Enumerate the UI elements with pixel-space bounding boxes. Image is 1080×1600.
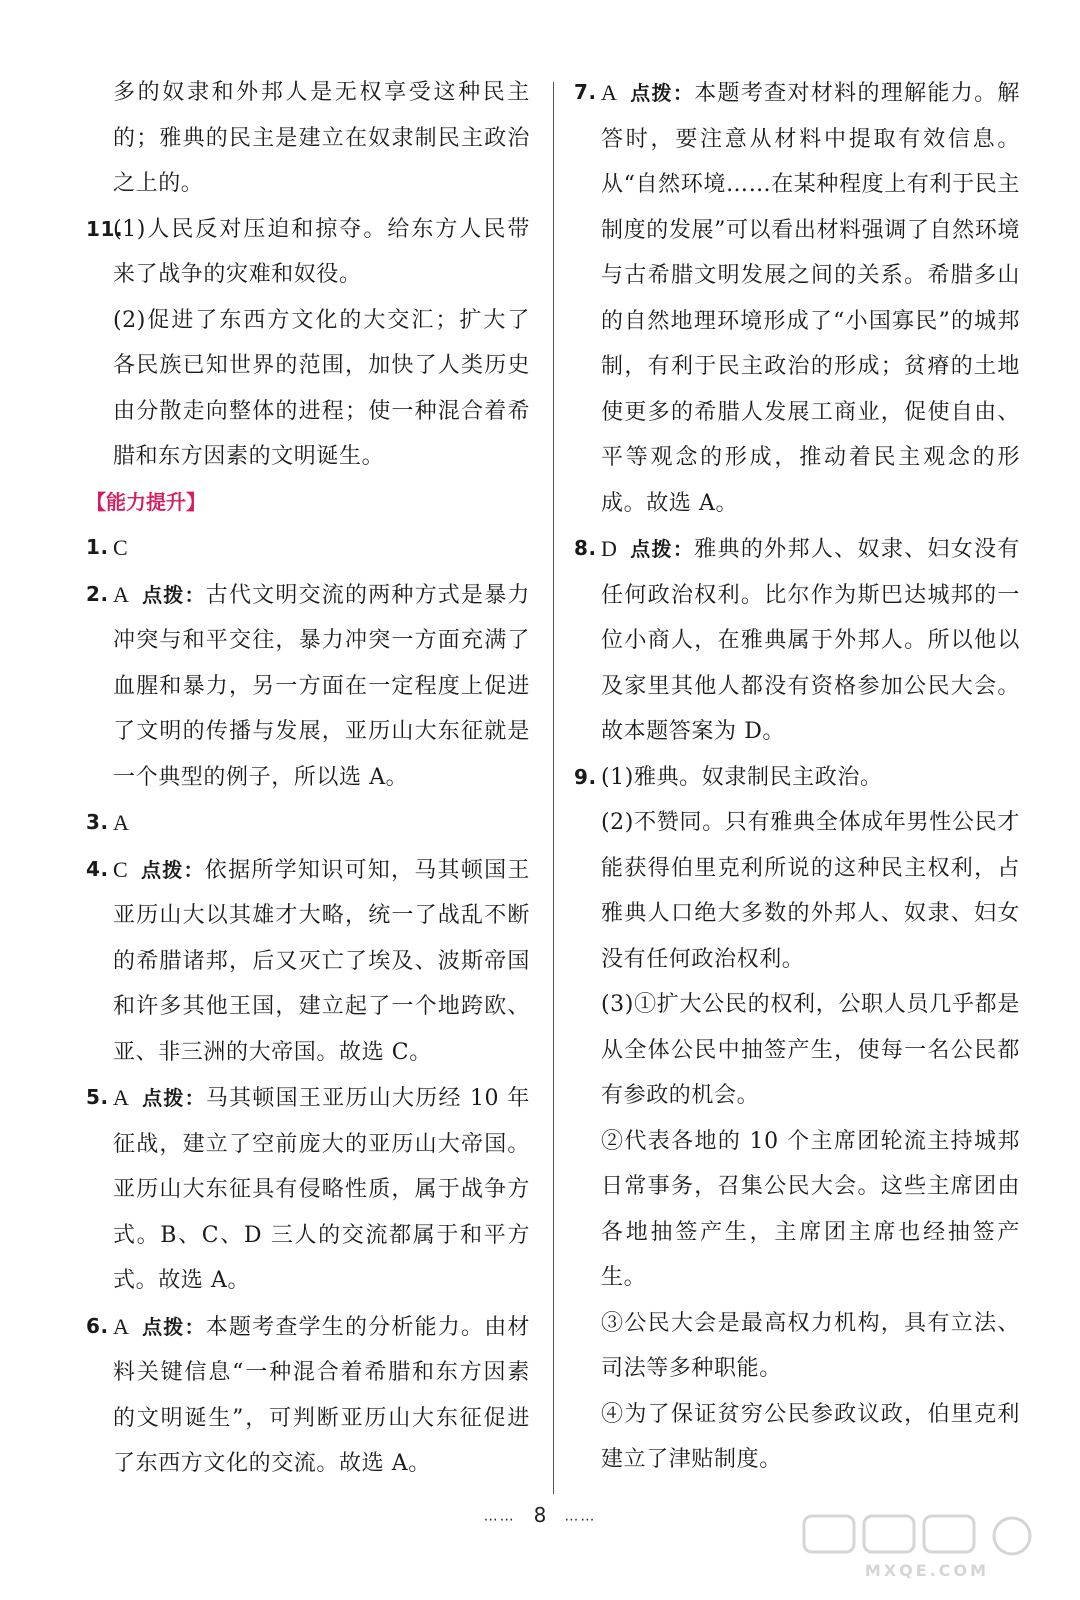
question-7 xyxy=(574,70,1020,526)
question-9 xyxy=(574,755,1020,1483)
right-column xyxy=(574,70,1020,1483)
answer-part-1: (1)雅典。奴隶制民主政治。 xyxy=(601,764,883,790)
answer-letter: A xyxy=(113,1313,130,1339)
answer-part-2: (2)不赞同。只有雅典全体成年男性公民才能获得伯里克利所说的这种民主权利，占雅典人口绝大多数的外邦人、奴隶、妇女没有任何政治权利。 xyxy=(601,810,1020,972)
question-number: 9. xyxy=(574,764,597,789)
hint-label: 点拨： xyxy=(141,1086,206,1110)
answer-part-2: (2)促进了东西方文化的大交汇；扩大了各民族已知世界的范围，加快了人类历史由分散走向整体的进程；使一种混合着希腊和东方因素的文明诞生。 xyxy=(113,307,530,469)
hint-text: 本题考查对材料的理解能力。解答时，要注意从材料中提取有效信息。从“自然环境……在某种程度上有利于民主制度的发展”可以看出材料强调了自然环境与古希腊文明发展之间的关系。希腊多山的自然地理环境形成了“小国寡民”的城邦制，有利于民主政治的形成；贫瘠的土地使更多的希腊人发展工商业，促使自由、平等观念的形成，推动着民主观念的形成。故选 A。 xyxy=(601,81,1020,516)
question-3 xyxy=(86,800,530,847)
hint-label: 点拨： xyxy=(141,1314,206,1339)
answer-part-6: ④为了保证贫穷公民参政议政，伯里克利建立了津贴制度。 xyxy=(601,1401,1020,1472)
question-6 xyxy=(86,1304,530,1487)
question-11 xyxy=(86,207,530,480)
question-number: 5. xyxy=(86,1085,109,1109)
page-number: 8 xyxy=(533,1503,547,1527)
left-column xyxy=(86,70,530,1487)
answer-letter: A xyxy=(601,80,618,105)
column-divider xyxy=(553,82,554,1494)
question-number: 2. xyxy=(86,581,109,606)
text-line: 治之上的。 xyxy=(113,125,530,196)
hint-text: 马其顿国王亚历山大历经 10 年征战，建立了空前庞大的亚历山大帝国。亚历山大东征具有侵略性质，属于战争方式。B、C、D 三人的交流都属于和平方式。故选 A。 xyxy=(113,1086,530,1293)
hint-label: 点拨： xyxy=(140,857,205,882)
text-line: 多的奴隶和外邦人是无权享受这种民主 xyxy=(113,80,530,105)
answer-part-5: ③公民大会是最高权力机构，具有立法、司法等多种职能。 xyxy=(601,1310,1020,1381)
question-number: 6. xyxy=(86,1313,109,1338)
hint-text: 本题考查学生的分析能力。由材料关键信息“一种混合着希腊和东方因素的文明诞生”，可判断亚历山大东征促进了东西方文化的交流。故选 A。 xyxy=(113,1314,530,1476)
answer-part-3: (3)①扩大公民的权利，公职人员几乎都是从全体公民中抽签产生，使每一名公民都有参政的机会。 xyxy=(601,992,1020,1108)
question-4 xyxy=(86,847,530,1076)
hint-text: 雅典的外邦人、奴隶、妇女没有任何政治权利。比尔作为斯巴达城邦的一位小商人，在雅典属于外邦人。所以他以及家里其他人都没有资格参加公民大会。故本题答案为 D。 xyxy=(601,537,1020,744)
hint-text: 依据所学知识可知，马其顿国王亚历山大以其雄才大略，统一了战乱不断的希腊诸邦，后又灭亡了埃及、波斯帝国和许多其他王国，建立起了一个地跨欧、亚、非三洲的大帝国。故选 C。 xyxy=(113,857,530,1065)
hint-text: 古代文明交流的两种方式是暴力冲突与和平交往，暴力冲突一方面充满了血腥和暴力，另一方面在一定程度上促进了文明的传播与发展，亚历山大东征就是一个典型的例子，所以选 A。 xyxy=(113,582,530,790)
hint-label: 点拨： xyxy=(141,582,206,607)
answer-letter: C xyxy=(113,856,129,882)
text-line: 的；雅典的民主是建立在奴隶制民主政 xyxy=(113,125,508,151)
question-number: 7. xyxy=(574,80,597,104)
answer-continuation xyxy=(86,70,530,207)
watermark-text: MXQE.COM xyxy=(864,1561,990,1580)
question-number: 8. xyxy=(574,536,597,560)
question-1 xyxy=(86,525,530,572)
question-number: 11. xyxy=(86,216,124,241)
hint-label: 点拨： xyxy=(629,81,695,105)
answer-letter: C xyxy=(113,535,129,560)
watermark-logo xyxy=(802,1514,1052,1582)
footer-dots-right: …… xyxy=(564,1508,597,1525)
question-2 xyxy=(86,572,530,801)
answer-letter: A xyxy=(113,810,130,835)
question-number: 3. xyxy=(86,810,109,834)
section-heading: 【能力提升】 xyxy=(86,489,206,514)
answer-part-4: ②代表各地的 10 个主席团轮流主持城邦日常事务，召集公民大会。这些主席团由各地抽签产生，主席团主席也经抽签产生。 xyxy=(601,1128,1020,1290)
hint-label: 点拨： xyxy=(629,537,695,561)
footer-dots-left: …… xyxy=(483,1508,516,1525)
question-number: 4. xyxy=(86,856,109,881)
answer-letter: A xyxy=(113,1085,130,1110)
answer-part-1: (1)人民反对压迫和掠夺。给东方人民带来了战争的灾难和奴役。 xyxy=(113,216,530,287)
question-8 xyxy=(574,526,1020,755)
question-number: 1. xyxy=(86,535,109,559)
question-5 xyxy=(86,1075,530,1304)
answer-letter: A xyxy=(113,581,130,607)
answer-letter: D xyxy=(601,536,618,561)
